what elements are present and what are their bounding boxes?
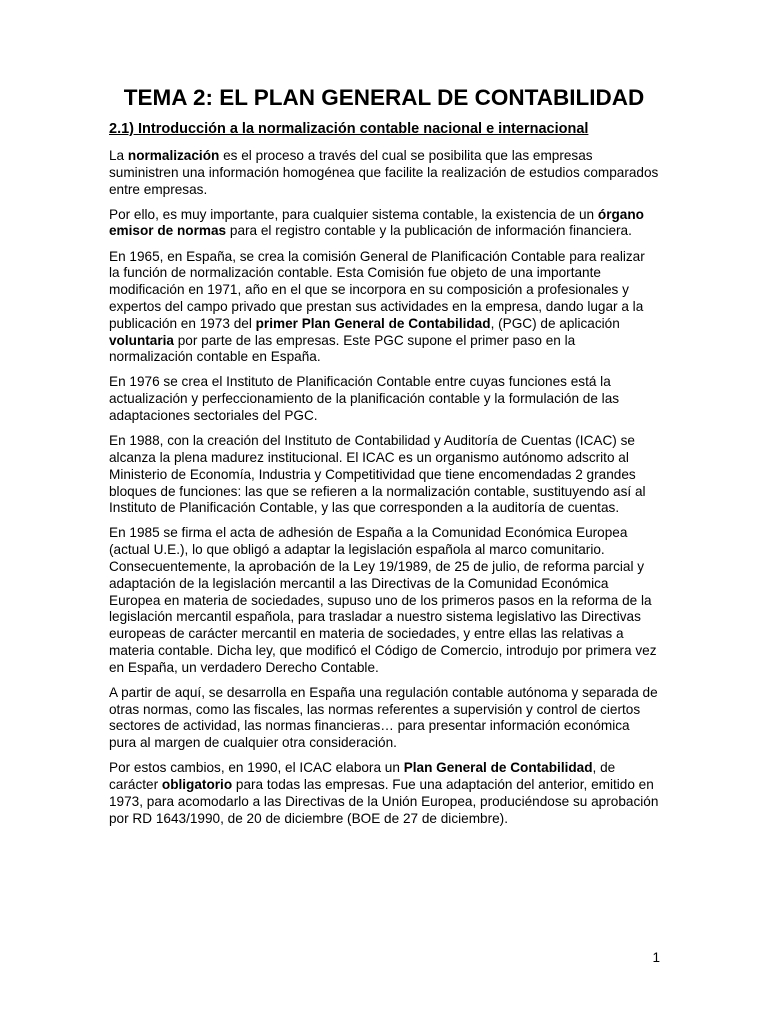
text-run: En 1988, con la creación del Instituto de Contabilidad y Auditoría de Cuentas (ICAC) se alcanza la plena madurez institucional. El ICAC es un organismo autónomo adscrito al Ministerio de Economía, Industria y Competitividad que tiene encomendadas 2 grandes bloques de funciones: las que se refieren a la normalización contable, sustituyendo así al Instituto de Planificación Contable, y las que corresponden a la auditoría de cuentas. <box>109 433 646 516</box>
text-run: En 1985 se firma el acta de adhesión de España a la Comunidad Económica Europea (actual U.E.), lo que obligó a adaptar la legislación española al marco comunitario. Consecuentemente, la aprobación de la Ley 19/1989, de 25 de julio, de reforma parcial y adaptación de la legislación mercantil a las Directivas de la Comunidad Económica Europea en materia de sociedades, supuso uno de los primeros pasos en la reforma de la legislación mercantil española, para trasladar a nuestro sistema legislativo las Directivas europeas de carácter mercantil en materia de sociedades, y entre ellas las relativas a materia contable. Dicha ley, que modificó el Código de Comercio, introdujo por primera vez en España, un verdadero Derecho Contable. <box>109 525 657 675</box>
text-run: para el registro contable y la publicación de información financiera. <box>226 223 632 239</box>
bold-text: primer Plan General de Contabilidad <box>255 315 491 331</box>
document-body <box>109 121 659 836</box>
text-run: En 1976 se crea el Instituto de Planificación Contable entre cuyas funciones está la actualización y perfeccionamiento de la planificación contable y la formulación de las adaptaciones sectoriales del PGC. <box>109 374 620 424</box>
text-run: A partir de aquí, se desarrolla en España una regulación contable autónoma y separada de otras normas, como las fiscales, las normas referentes a supervisión y control de ciertos sectores de actividad, las normas financieras… para presentar información económica pura al margen de cualquier otra consideración. <box>109 684 658 751</box>
text-run: , (PGC) de aplicación <box>490 315 620 331</box>
paragraph <box>109 148 659 198</box>
text-run: es el proceso a través del cual se posibilita que las empresas suministren una información homogénea que facilite la realización de estudios comparados entre empresas. <box>109 148 659 197</box>
paragraph <box>109 760 659 827</box>
section-heading: 2.1) Introducción a la normalización contable nacional e internacional <box>109 121 589 137</box>
document-title: TEMA 2: EL PLAN GENERAL DE CONTABILIDAD <box>123 85 645 110</box>
text-run: Por ello, es muy importante, para cualquier sistema contable, la existencia de un <box>109 206 598 222</box>
text-run: , de carácter <box>109 760 616 793</box>
paragraph <box>109 525 659 676</box>
paragraph <box>109 207 659 241</box>
paragraph <box>109 374 659 424</box>
text-run: para todas las empresas. Fue una adaptación del anterior, emitido en 1973, para acomodarlo a las Directivas de la Unión Europea, produciéndose su aprobación por RD 1643/1990, de 20 de diciembre (BOE de 27 de diciembre). <box>109 777 659 826</box>
paragraph <box>109 685 659 752</box>
text-run: por parte de las empresas. Este PGC supone el primer paso en la normalización contable en España. <box>109 332 576 365</box>
bold-text: voluntaria <box>109 332 174 348</box>
text-run: La <box>109 148 128 163</box>
paragraph <box>109 249 659 367</box>
bold-text: obligatorio <box>161 777 233 793</box>
text-run: En 1965, en España, se crea la comisión General de Planificación Contable para realizar la función de normalización contable. Esta Comisión fue objeto de una importante modificación en 1971, año en el que se incorpora en su composición a profesionales y expertos del campo privado que prestan sus actividades en la empresa, dando lugar a la publicación en 1973 del <box>109 248 645 331</box>
bold-text: normalización <box>127 148 220 163</box>
paragraph <box>109 433 659 517</box>
paragraph-list <box>109 148 659 828</box>
text-run: Por estos cambios, en 1990, el ICAC elabora un <box>109 760 404 776</box>
bold-text: Plan General de Contabilidad <box>403 760 593 776</box>
bold-text: órgano emisor de normas <box>109 206 644 239</box>
page-number: 1 <box>652 950 660 965</box>
